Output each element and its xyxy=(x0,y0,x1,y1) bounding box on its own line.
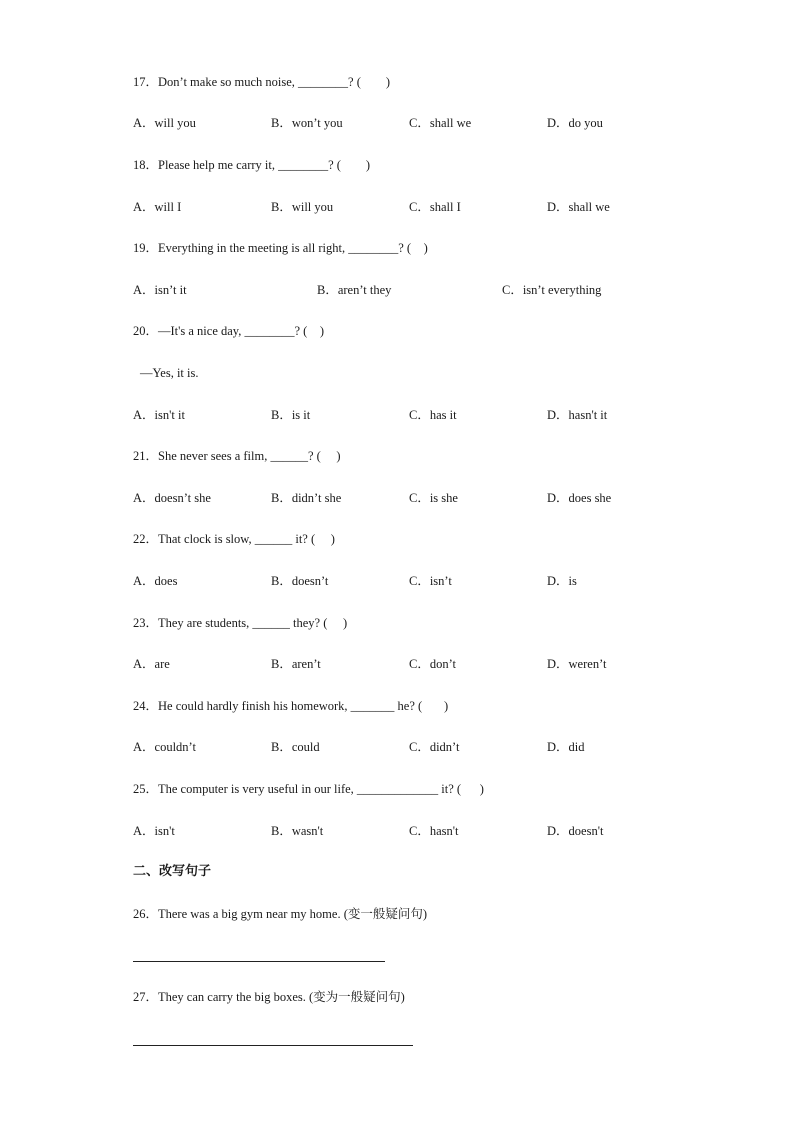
option-17-b[interactable]: B．won’t you xyxy=(271,116,343,130)
option-17-c[interactable]: C．shall we xyxy=(409,116,472,130)
option-19-a[interactable]: A．isn’t it xyxy=(133,283,187,297)
option-23-d[interactable]: D．weren’t xyxy=(547,657,607,671)
option-18-d[interactable]: D．shall we xyxy=(547,200,610,214)
option-17-a[interactable]: A．will you xyxy=(133,116,196,130)
option-25-b[interactable]: B．wasn't xyxy=(271,824,324,838)
option-19-b[interactable]: B．aren’t they xyxy=(317,283,392,297)
option-20-c[interactable]: C．has it xyxy=(409,408,457,422)
option-20-b[interactable]: B．is it xyxy=(271,408,311,422)
option-22-a[interactable]: A．does xyxy=(133,574,178,588)
question-21: 21．She never sees a film, ______? ( ) xyxy=(133,449,341,463)
option-25-a[interactable]: A．isn't xyxy=(133,824,175,838)
option-21-d[interactable]: D．does she xyxy=(547,491,612,505)
option-19-c[interactable]: C．isn’t everything xyxy=(502,283,602,297)
option-25-d[interactable]: D．doesn't xyxy=(547,824,604,838)
option-20-d[interactable]: D．hasn't it xyxy=(547,408,608,422)
option-23-a[interactable]: A．are xyxy=(133,657,170,671)
answer-line-27[interactable] xyxy=(133,1045,413,1046)
option-22-c[interactable]: C．isn’t xyxy=(409,574,452,588)
option-24-a[interactable]: A．couldn’t xyxy=(133,740,196,754)
question-20-response: —Yes, it is. xyxy=(140,366,199,380)
option-20-a[interactable]: A．isn't it xyxy=(133,408,185,422)
question-18: 18．Please help me carry it, ________? ( ) xyxy=(133,158,371,172)
answer-line-26[interactable] xyxy=(133,961,385,962)
option-17-d[interactable]: D．do you xyxy=(547,116,603,130)
option-22-d[interactable]: D．is xyxy=(547,574,577,588)
question-27: 27．They can carry the big boxes. (变为一般疑问句) xyxy=(133,990,405,1004)
section-title: 二、改写句子 xyxy=(133,864,212,879)
option-22-b[interactable]: B．doesn’t xyxy=(271,574,329,588)
option-21-a[interactable]: A．doesn’t she xyxy=(133,491,211,505)
option-18-a[interactable]: A．will I xyxy=(133,200,182,214)
option-24-b[interactable]: B．could xyxy=(271,740,320,754)
option-23-b[interactable]: B．aren’t xyxy=(271,657,321,671)
question-25: 25．The computer is very useful in our life, _____________ it? ( ) xyxy=(133,782,484,796)
option-21-c[interactable]: C．is she xyxy=(409,491,458,505)
question-24: 24．He could hardly finish his homework, _______ he? ( ) xyxy=(133,699,449,713)
question-23: 23．They are students, ______ they? ( ) xyxy=(133,616,348,630)
question-19: 19．Everything in the meeting is all right, ________? ( ) xyxy=(133,241,428,255)
question-20: 20．—It's a nice day, ________? ( ) xyxy=(133,324,324,338)
option-25-c[interactable]: C．hasn't xyxy=(409,824,459,838)
question-26: 26．There was a big gym near my home. (变一般疑问句) xyxy=(133,907,428,921)
option-24-d[interactable]: D．did xyxy=(547,740,585,754)
option-18-b[interactable]: B．will you xyxy=(271,200,334,214)
question-17: 17．Don’t make so much noise, ________? ( ) xyxy=(133,75,391,89)
option-23-c[interactable]: C．don’t xyxy=(409,657,456,671)
option-24-c[interactable]: C．didn’t xyxy=(409,740,460,754)
question-22: 22．That clock is slow, ______ it? ( ) xyxy=(133,532,335,546)
option-21-b[interactable]: B．didn’t she xyxy=(271,491,342,505)
option-18-c[interactable]: C．shall I xyxy=(409,200,461,214)
